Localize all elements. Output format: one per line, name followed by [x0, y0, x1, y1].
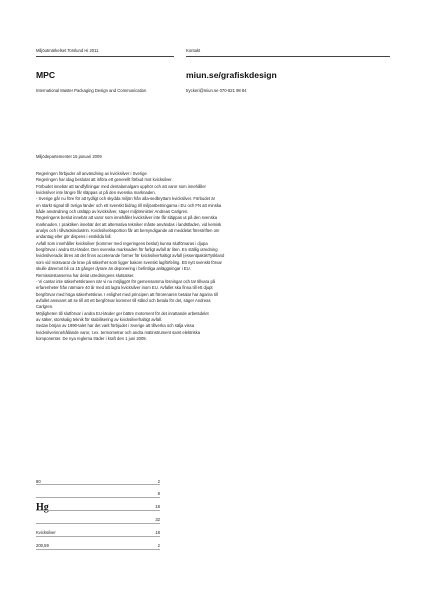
body-line: analys och i tillväxtsindustrin. Kvicksilvebsportion får att bemyndigande att meddelat förestriften om: [36, 228, 220, 234]
element-shell-3: 18: [155, 504, 160, 509]
element-atomic-mass: 200,59: [36, 543, 49, 548]
body-line: Avfall som innehåller kvicksilver (kommer med regeringens beslut) kunna slutförvaras i djupa: [36, 240, 208, 246]
header-rule-left: [36, 56, 174, 57]
body-line: av säker, storskalig teknik för stabilisering av kvicksilverhaltigt avfall.: [36, 316, 163, 322]
element-rule-6: [36, 549, 160, 550]
body-line: marknaden. I praktiken innebär det att alternativa tekniker måste användas i landstladen, vid kemisk: [36, 221, 222, 227]
header-left-caption: Miljöutmärkelset Torslund Hi 2011: [36, 48, 99, 53]
press-release-body: [36, 171, 266, 342]
body-line: både användning och utsläpp av kvicksilver, säger miljöminister Andreas Carlgren.: [36, 209, 189, 215]
element-rule-3: [36, 510, 160, 511]
element-atomic-number: 80: [36, 479, 41, 484]
element-name: Kvicksilver: [36, 530, 56, 535]
header-rule-right: [186, 56, 390, 57]
press-release-dateline: Miljödepartementet 15 januari 2009: [36, 154, 102, 159]
body-line: en starkt signal till övriga länder och ett svenskt bidrag till miljöarbetningarna i EU och FN att minska: [36, 202, 222, 208]
header-left-title: MPC: [36, 70, 56, 80]
element-rule-4: [36, 523, 160, 524]
body-line: avfallet ansvaret att se till att ett bergförvar kommer till stånd och betala för det, säger Andreas: [36, 297, 211, 303]
element-shell-1: 2: [157, 479, 160, 484]
body-line: Regeringen har idag beslutat att införa ett generellt förbud mot kvicksilver.: [36, 177, 173, 183]
header-left-subtitle: International Master Packaging Design and Communication: [36, 88, 147, 93]
element-shell-6: 2: [157, 543, 160, 548]
body-line: - Sverige går nu före för att tydligt och skydda miljön från alla-sedbryttarn kvicksilver. Förbudet är: [36, 196, 215, 202]
body-line: undantag eller gör dispens i enskilda fall.: [36, 234, 112, 240]
element-rule-5: [36, 536, 160, 537]
element-shell-5: 18: [155, 530, 160, 535]
body-line: erfarenheter från närmare 40 år med att lagra kvicksilver inom EU. Avfallet ska finna till ett djupt: [36, 285, 213, 291]
body-line: komponenter. De nya reglerna träder i kraft den 1 juni 2009.: [36, 335, 147, 341]
header-right-caption: Kontakt: [186, 48, 201, 53]
element-shell-2: 8: [157, 491, 160, 496]
body-line: kvicksilveradix åtres att det finns acceterande former för kvicksilverhaltigt avfall (essentpaktisTyskland: [36, 253, 225, 259]
element-symbol: Hg: [36, 502, 49, 513]
body-line: Regeringens beslut innebär att varor som innehåller kvicksilver inte får släppas ut på den svenska: [36, 215, 218, 221]
element-shell-4: 32: [155, 517, 160, 522]
body-line: Förbudet innebär att tandfyllningar med dentalamalgam upphör och att varor som innehåller: [36, 183, 206, 189]
body-line: kvicksilverinnehållande varor, t.ex. termometrar och andra mätinstrument samt elektriska: [36, 329, 201, 335]
body-line: Sedan början av 1990-talet har det varit förbjudet i Sverige att tillverka och sälja vissa: [36, 323, 195, 329]
body-line: kvicksilver inte längre får släppas ut på den svenska marknaden.: [36, 190, 156, 196]
body-line: Carlgren.: [36, 304, 54, 310]
body-line: som vid motsvarar de krav på säkerhet som ligger bakom svenskt lagförfeling. Ett nytt svenskt förvar: [36, 259, 222, 265]
body-line: bergförvar i andra EU-länder. Den svenska marknaden för farligt avfall är liten. En ställig utredning: [36, 247, 218, 253]
body-line: bergförvar med höga säkerhetskrav. I enlighet med principen att förorenaren betalar har ägarna till: [36, 291, 218, 297]
header-contact-line: tryckeri@miun.se 070-621 98 84: [186, 88, 247, 93]
body-line: Remissinstanserna har delat utredningens slutsatser.: [36, 272, 135, 278]
body-line: Regeringen förbjuder all användning av kvicksilver i Sverige: [36, 171, 147, 176]
body-line: skulle däremot bli ca 15 gånger dyrare än deponering i befintliga anläggningar i EU.: [36, 266, 191, 272]
body-line: Möjligheten till slutförvar i andra EU-länder ger bättre motornent för det inrattande arbetsdelet: [36, 310, 209, 316]
element-rule-2: [36, 497, 160, 498]
body-line: - Vi cantar inte säkerhetskraven när vi nu möjliggör för gemensamma lösningar och tar tillvara på: [36, 278, 216, 284]
header-website-title: miun.se/grafiskdesign: [186, 70, 277, 80]
